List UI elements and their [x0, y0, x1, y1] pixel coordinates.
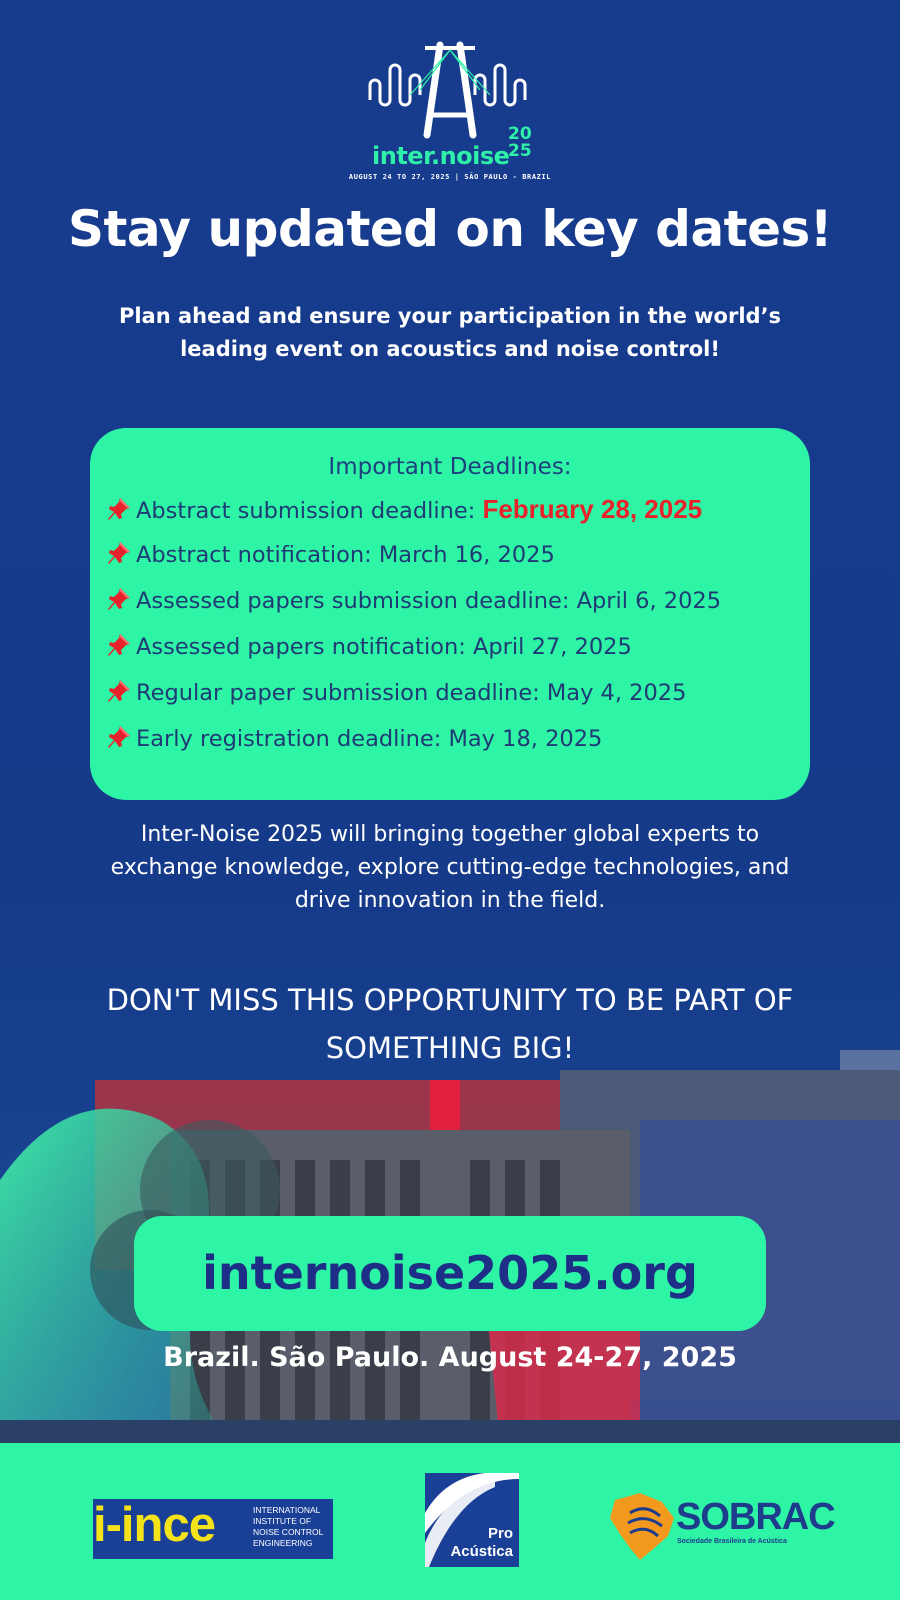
- deadline-date-highlight: February 28, 2025: [482, 494, 703, 524]
- headline: Stay updated on key dates!: [67, 200, 833, 258]
- brazil-map-icon: [600, 1488, 680, 1563]
- sponsor-footer: [0, 1443, 900, 1600]
- event-location-date: Brazil. São Paulo. August 24-27, 2025: [163, 1342, 737, 1373]
- logo-year-top: 20: [508, 124, 532, 144]
- iince-logo: [93, 1499, 333, 1559]
- pushpin-icon: [106, 632, 132, 658]
- deadline-label: Early registration deadline: May 18, 2025: [136, 726, 603, 752]
- pushpin-icon: [106, 496, 132, 522]
- intro-text: Plan ahead and ensure your participation in the world’s leading event on acoustics and noise control!: [118, 304, 782, 361]
- deadlines-card: [90, 428, 810, 800]
- pushpin-icon: [106, 540, 132, 566]
- iince-line: INSTITUTE OF: [253, 1516, 312, 1526]
- iince-line: INTERNATIONAL: [253, 1505, 321, 1515]
- internoise-logo: [340, 40, 560, 185]
- deadline-item: [106, 678, 806, 724]
- deadline-item: [106, 540, 806, 586]
- iince-line: ENGINEERING: [253, 1538, 313, 1548]
- deadlines-title: Important Deadlines:: [328, 454, 572, 480]
- proacustica-logo: [425, 1473, 519, 1567]
- proacustica-line: Acústica: [450, 1543, 513, 1560]
- proacustica-name: [450, 1525, 513, 1561]
- sobrac-wordmark: SOBRAC: [676, 1496, 835, 1538]
- sobrac-logo: [600, 1488, 835, 1563]
- logo-year-bottom: 25: [508, 141, 532, 161]
- deadline-item: [106, 586, 806, 632]
- iince-mark: i-ince: [93, 1498, 215, 1552]
- sobrac-subtitle: Sociedade Brasileira de Acústica: [677, 1538, 787, 1545]
- pushpin-icon: [106, 724, 132, 750]
- pushpin-icon: [106, 586, 132, 612]
- proacustica-line: Pro: [487, 1525, 513, 1542]
- pushpin-icon: [106, 678, 132, 704]
- deadline-item: [106, 494, 806, 540]
- body-text: Inter-Noise 2025 will bringing together global experts to exchange knowledge, explore cutting-edge technologies, and drive innovation in the field.: [110, 822, 790, 913]
- logo-wordmark: inter.noise: [372, 142, 510, 170]
- logo-year: [508, 126, 532, 160]
- deadline-item: [106, 632, 806, 678]
- deadline-label: Assessed papers notification: April 27, 2025: [136, 634, 632, 660]
- call-to-action: DON'T MISS THIS OPPORTUNITY TO BE PART OF: [106, 983, 794, 1017]
- deadline-label: Abstract submission deadline:: [136, 498, 483, 524]
- deadline-label: Regular paper submission deadline: May 4, 2025: [136, 680, 687, 706]
- logo-subtitle: AUGUST 24 TO 27, 2025 | SÃO PAULO - BRAZIL: [348, 173, 552, 181]
- iince-name: [253, 1505, 323, 1549]
- deadline-item: [106, 724, 806, 770]
- website-link[interactable]: [134, 1216, 766, 1331]
- iince-line: NOISE CONTROL: [253, 1527, 324, 1537]
- deadline-label: Abstract notification: March 16, 2025: [136, 542, 555, 568]
- website-url[interactable]: internoise2025.org: [202, 1246, 698, 1300]
- deadlines-list: [106, 494, 806, 770]
- deadline-label: Assessed papers submission deadline: April 6, 2025: [136, 588, 722, 614]
